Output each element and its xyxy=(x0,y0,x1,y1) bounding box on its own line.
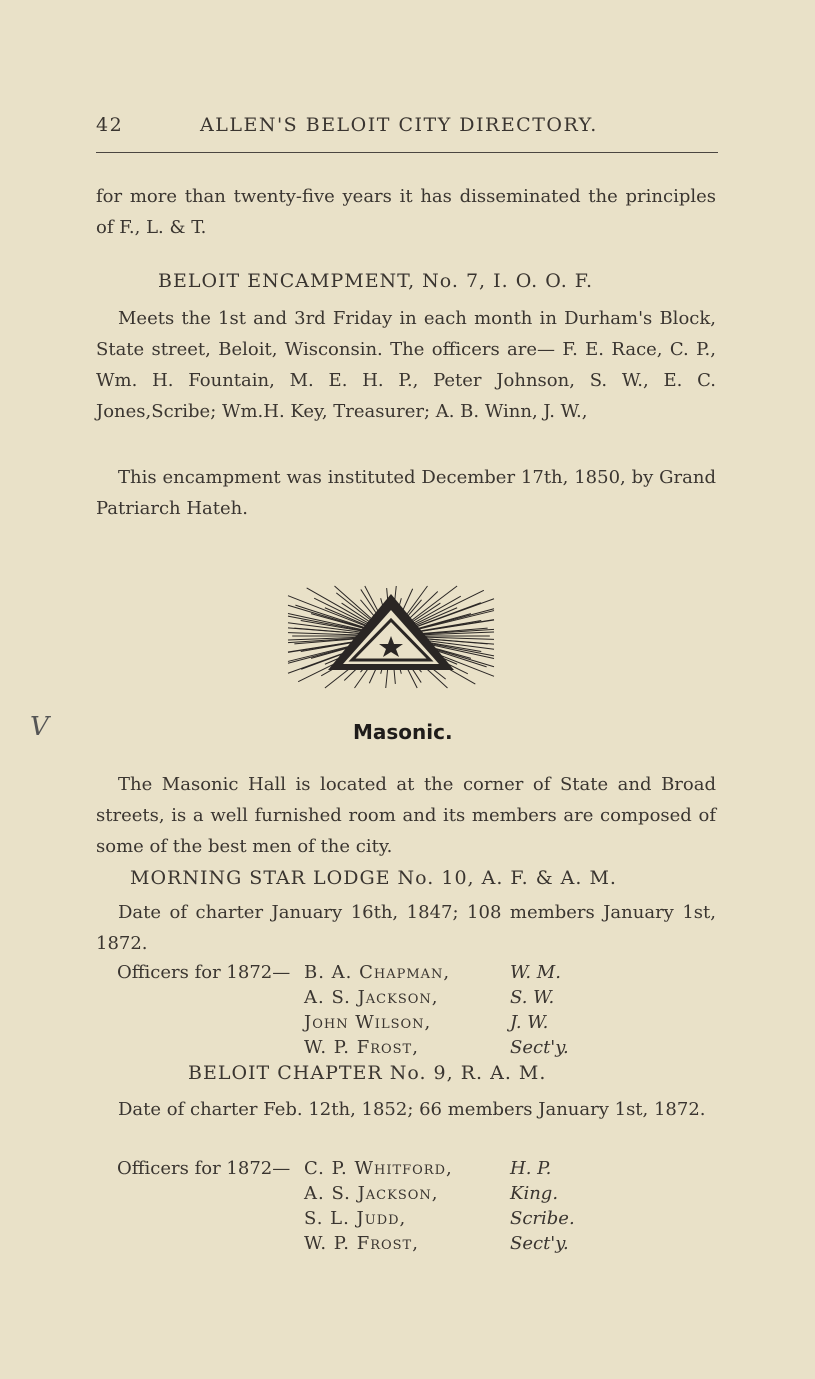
lodge-officers-list xyxy=(0,958,815,1078)
chapter-officer-title: Sect'y. xyxy=(510,1233,569,1254)
chapter-charter-paragraph: Date of charter Feb. 12th, 1852; 66 members January 1st, 1872. xyxy=(118,1099,706,1120)
lodge-charter-paragraph: Date of charter January 16th, 1847; 108 members January 1st, 1872. xyxy=(96,902,716,954)
chapter-officer-name: C. P. Whitford, xyxy=(304,1158,453,1179)
page-number: 42 xyxy=(96,114,124,136)
lodge-heading: MORNING STAR LODGE No. 10, A. F. & A. M. xyxy=(130,867,617,889)
chapter-officer-name: S. L. Judd, xyxy=(304,1208,407,1229)
chapter-officers-list xyxy=(0,1154,815,1274)
intro-paragraph: for more than twenty-five years it has disseminated the principles of F., L. & T. xyxy=(96,186,716,238)
triangle-star-emblem-icon xyxy=(284,580,498,692)
masonic-section-title: Masonic. xyxy=(353,720,453,744)
chapter-officer-title: King. xyxy=(510,1183,559,1204)
header-rule xyxy=(96,152,718,153)
lodge-officer-title: W. M. xyxy=(510,962,561,983)
running-title: ALLEN'S BELOIT CITY DIRECTORY. xyxy=(200,114,598,136)
lodge-officer-name: A. S. Jackson, xyxy=(304,987,439,1008)
lodge-officer-name: B. A. Chapman, xyxy=(304,962,451,983)
lodge-officer-title: S. W. xyxy=(510,987,555,1008)
lodge-officer-title: Sect'y. xyxy=(510,1037,569,1058)
page-header xyxy=(96,114,716,144)
encampment-heading: BELOIT ENCAMPMENT, No. 7, I. O. O. F. xyxy=(158,270,594,292)
lodge-officer-name: John Wilson, xyxy=(304,1012,432,1033)
encampment-history-paragraph: This encampment was instituted December 17th, 1850, by Grand Patriarch Hateh. xyxy=(96,467,716,519)
chapter-officer-name: A. S. Jackson, xyxy=(304,1183,439,1204)
chapter-officer-title: H. P. xyxy=(510,1158,552,1179)
masonic-hall-paragraph: The Masonic Hall is located at the corner of State and Broad streets, is a well furnished room and its members are composed of some of the best men of the city. xyxy=(96,774,716,857)
lodge-officers-label: Officers for 1872— xyxy=(117,962,291,983)
lodge-officer-title: J. W. xyxy=(510,1012,549,1033)
margin-mark: V xyxy=(30,712,49,742)
chapter-officer-title: Scribe. xyxy=(510,1208,575,1229)
chapter-officer-name: W. P. Frost, xyxy=(304,1233,419,1254)
chapter-officers-label: Officers for 1872— xyxy=(117,1158,291,1179)
chapter-heading: BELOIT CHAPTER No. 9, R. A. M. xyxy=(188,1062,547,1084)
lodge-officer-name: W. P. Frost, xyxy=(304,1037,419,1058)
encampment-meeting-paragraph: Meets the 1st and 3rd Friday in each month in Durham's Block, State street, Beloit, Wisconsin. The officers are— F. E. Race, C. P., Wm. H. Fountain, M. E. H. P., Peter Johnson, S. W., E. C. Jones,Scribe; Wm.H. Key, Treasurer; A. B. Winn, J. W., xyxy=(96,308,716,422)
